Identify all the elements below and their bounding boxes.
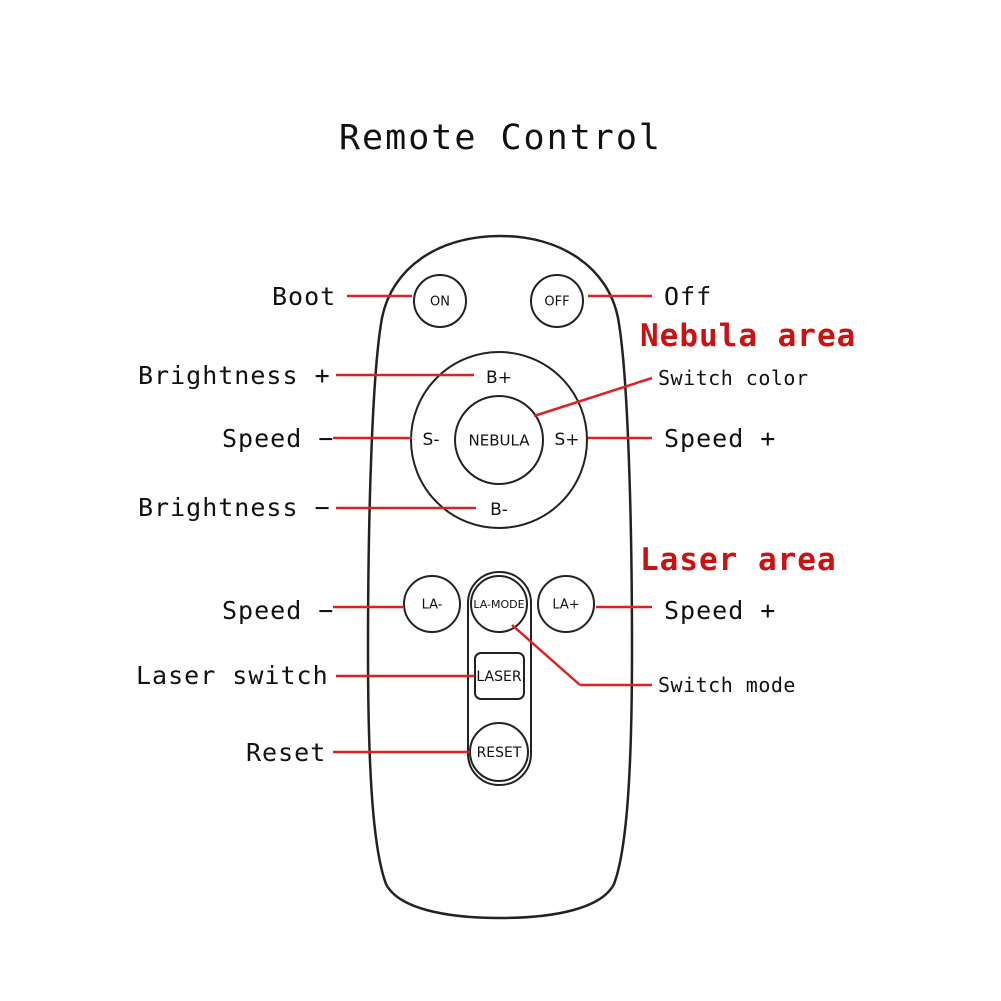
label-speed-up-laser: Speed + xyxy=(664,596,777,625)
label-speed-up-nebula: Speed + xyxy=(664,424,777,453)
page-title: Remote Control xyxy=(338,118,662,158)
button-la-plus-label: LA+ xyxy=(552,597,580,613)
label-speed-down-laser: Speed − xyxy=(222,596,335,625)
label-off: Off xyxy=(664,282,713,311)
label-switch-color: Switch color xyxy=(658,366,809,390)
label-speed-down-nebula: Speed − xyxy=(222,424,335,453)
button-on-label: ON xyxy=(430,294,450,310)
label-switch-mode: Switch mode xyxy=(658,673,796,697)
button-reset-label: RESET xyxy=(476,745,522,761)
button-nebula-label: NEBULA xyxy=(468,431,530,450)
button-la-mode-label: LA-MODE xyxy=(473,598,525,611)
label-reset: Reset xyxy=(246,738,327,767)
label-brightness-up: Brightness + xyxy=(138,361,331,390)
heading-nebula-area: Nebula area xyxy=(640,318,857,354)
button-off-label: OFF xyxy=(544,294,570,310)
button-la-minus-label: LA- xyxy=(421,597,443,613)
button-s-minus-label: S- xyxy=(422,430,440,450)
label-laser-switch: Laser switch xyxy=(136,661,329,690)
heading-laser-area: Laser area xyxy=(640,542,837,578)
button-s-plus-label: S+ xyxy=(554,430,580,450)
label-brightness-down: Brightness − xyxy=(138,493,331,522)
button-b-plus-label: B+ xyxy=(486,368,512,388)
button-laser-label: LASER xyxy=(476,669,522,685)
button-b-minus-label: B- xyxy=(490,500,508,520)
label-boot: Boot xyxy=(272,282,337,311)
